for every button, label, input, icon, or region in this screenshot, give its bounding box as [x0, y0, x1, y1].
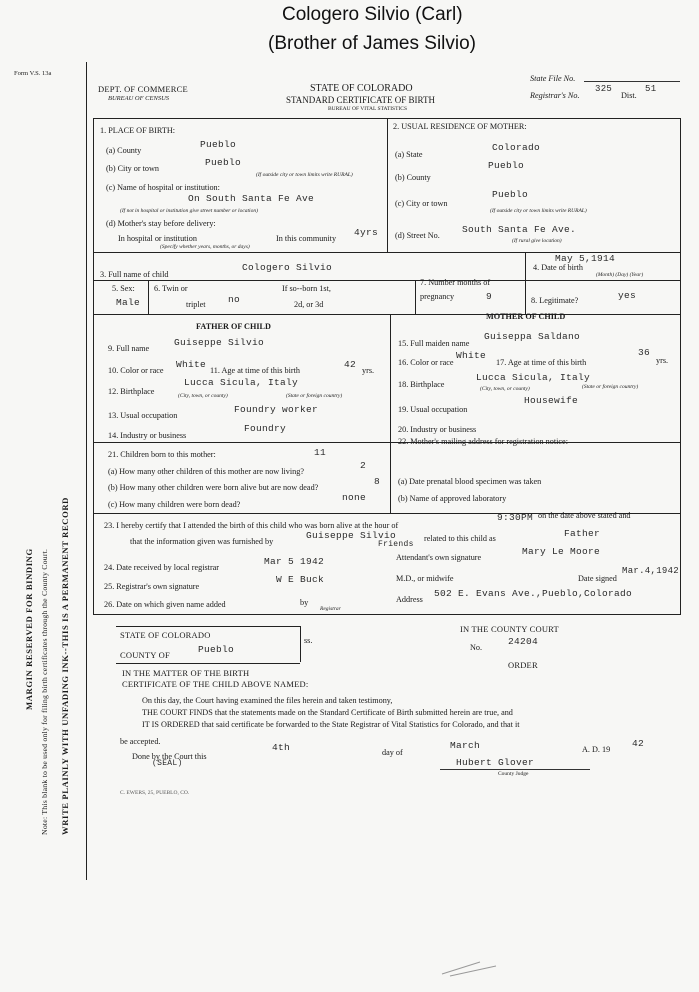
cert-line1b: on the date above stated and — [538, 511, 631, 520]
res-heading: 2. USUAL RESIDENCE OF MOTHER: — [393, 122, 527, 131]
state-file-line — [584, 81, 680, 82]
pob-stay-value: 4yrs — [354, 227, 379, 238]
pob-county-label: (a) County — [106, 146, 142, 155]
mother-age-value: 36 — [638, 347, 651, 358]
vrule-sex — [148, 280, 149, 314]
mother-age-label: 17. Age at time of this birth — [496, 358, 587, 367]
certificate-subtitle: BUREAU OF VITAL STATISTICS — [328, 106, 408, 112]
attendant-label: Attendant's own signature — [396, 553, 482, 562]
child-sex-label: 5. Sex: — [112, 284, 135, 293]
certificate-title: STANDARD CERTIFICATE OF BIRTH — [286, 95, 435, 105]
court-ss: ss. — [304, 636, 313, 645]
court-year-value: 42 — [632, 738, 645, 749]
cert-line2a: that the information given was furnished by — [130, 537, 274, 546]
registrar-no-label: Registrar's No. — [530, 91, 580, 100]
child-dob-label: 4. Date of birth — [533, 263, 584, 272]
prenatal-label: (a) Date prenatal blood specimen was taken — [398, 477, 542, 486]
court-title: IN THE COUNTY COURT — [460, 624, 559, 634]
father-occ-label: 13. Usual occupation — [108, 411, 178, 420]
court-done-label: Done by the Court this — [132, 752, 207, 761]
father-bp-label: 12. Birthplace — [108, 387, 155, 396]
court-judge-line — [440, 769, 590, 770]
court-judge-label: County Judge — [498, 771, 529, 777]
pob-city-label: (b) City or town — [106, 164, 159, 173]
child-dob-value: May 5,1914 — [555, 253, 616, 264]
court-county-value: Pueblo — [198, 644, 235, 655]
attendant-value: Mary Le Moore — [522, 546, 601, 557]
mother-heading: MOTHER OF CHILD — [486, 312, 566, 321]
child-twin-value: no — [228, 294, 241, 305]
child-preg-label: 7. Number months of pregnancy — [420, 278, 491, 301]
bureau-label: BUREAU OF CENSUS — [108, 95, 170, 102]
children-born-label: 21. Children born to this mother: — [108, 450, 216, 459]
pob-hospital-label: (c) Name of hospital or institution: — [106, 183, 220, 192]
mother-race-label: 16. Color or race — [398, 358, 454, 367]
child-preg-value: 9 — [486, 291, 493, 302]
mother-name-label: 15. Full maiden name — [398, 339, 470, 348]
child-twin-order: 2d, or 3d — [294, 300, 324, 309]
father-heading: FATHER OF CHILD — [196, 322, 271, 331]
pob-stay-note: (Specify whether years, months, or days) — [160, 244, 250, 250]
mailing-label: 22. Mother's mailing address for registration notice: — [398, 437, 568, 446]
children-living-value: 2 — [360, 460, 367, 471]
pob-stay-community-label: In this community — [276, 234, 337, 243]
res-county-value: Pueblo — [488, 160, 525, 171]
reg25-value: W E Buck — [276, 574, 325, 585]
vrule-dob — [525, 252, 526, 314]
dist-value: 51 — [645, 84, 657, 94]
court-p3: IT IS ORDERED that said certificate be forwarded to the State Registrar of Vital Statistics for Colorado, and that it — [142, 720, 520, 729]
child-triplet-label: triplet — [186, 300, 206, 309]
children-dead-value: 8 — [374, 476, 381, 487]
court-no-label: No. — [470, 643, 483, 652]
cert-informant: Guiseppe Silvio — [306, 530, 397, 541]
child-twin-born: If so--born 1st, — [282, 284, 331, 293]
vrule-preg — [415, 280, 416, 314]
children-dead-label: (b) How many other children were born alive but are now dead? — [108, 483, 319, 492]
pob-stay-hospital-label: In hospital or institution — [118, 234, 197, 243]
child-twin-label: 6. Twin or — [154, 284, 188, 293]
father-race-label: 10. Color or race — [108, 366, 164, 375]
cert-line2b: related to this child as — [424, 534, 496, 543]
res-state-label: (a) State — [395, 150, 423, 159]
court-judge-signature: Hubert Glover — [456, 757, 535, 768]
court-seal: (SEAL) — [152, 759, 183, 768]
father-ind-value: Foundry — [244, 423, 287, 434]
court-no-value: 24204 — [508, 636, 539, 647]
child-dob-note: (Month) (Day) (Year) — [596, 272, 644, 278]
margin-reserved-text: MARGIN RESERVED FOR BINDING — [24, 548, 34, 710]
court-matter1: IN THE MATTER OF THE BIRTH — [122, 668, 250, 678]
court-matter2: CERTIFICATE OF THE CHILD ABOVE NAMED: — [122, 679, 309, 689]
pob-hospital-value: On South Santa Fe Ave — [188, 193, 315, 204]
reg26-registrar: Registrar — [320, 606, 341, 612]
mother-bp-note2: (State or foreign country) — [582, 384, 639, 390]
cert-friends: Friends — [378, 540, 414, 549]
rule-4 — [93, 442, 680, 443]
res-state-value: Colorado — [492, 142, 541, 153]
mother-name-value: Guiseppa Saldano — [484, 331, 581, 342]
res-city-label: (c) City or town — [395, 199, 448, 208]
rule-3 — [93, 314, 680, 315]
father-occ-value: Foundry worker — [234, 404, 319, 415]
reg24-label: 24. Date received by local registrar — [104, 563, 220, 572]
court-dayof-label: day of — [382, 748, 403, 757]
cert-line1a: 23. I hereby certify that I attended the birth of this child who was born alive at the hour of — [104, 521, 399, 530]
printer-mark: C. EWERS, 25, PUEBLO, CO. — [120, 790, 190, 796]
court-box-right — [300, 626, 301, 662]
pencil-mark — [440, 958, 500, 978]
child-name-label: 3. Full name of child — [100, 270, 169, 279]
annotation-relation: (Brother of James Silvio) — [268, 33, 477, 54]
pob-county-value: Pueblo — [200, 139, 237, 150]
res-street-label: (d) Street No. — [395, 231, 440, 240]
dist-label: Dist. — [621, 91, 637, 100]
court-county-label: COUNTY OF — [120, 650, 170, 660]
date-signed-value: Mar.4,1942 — [622, 566, 680, 576]
court-ad-label: A. D. 19 — [582, 745, 611, 754]
reg26-by: by — [300, 598, 309, 607]
children-stillborn-value: none — [342, 492, 367, 503]
mother-occ-label: 19. Usual occupation — [398, 405, 468, 414]
state-file-label: State File No. — [530, 74, 576, 83]
pob-heading: 1. PLACE OF BIRTH: — [100, 126, 176, 135]
father-name-value: Guiseppe Silvio — [174, 337, 265, 348]
date-signed-label: Date signed — [578, 574, 617, 583]
res-street-value: South Santa Fe Ave. — [462, 224, 577, 235]
mother-occ-value: Housewife — [524, 395, 579, 406]
pob-city-note: (If outside city or town limits write RURAL) — [256, 172, 353, 178]
annotation-name: Cologero Silvio (Carl) — [282, 4, 463, 25]
mother-bp-value: Lucca Sicula, Italy — [476, 372, 591, 383]
pob-stay-label: (d) Mother's stay before delivery: — [106, 219, 216, 228]
father-bp-note2: (State or foreign country) — [286, 393, 343, 399]
father-name-label: 9. Full name — [108, 344, 150, 353]
court-state: STATE OF COLORADO — [120, 630, 211, 640]
margin-line — [86, 62, 87, 880]
pob-city-value: Pueblo — [205, 157, 242, 168]
margin-write-text: WRITE PLAINLY WITH UNFADING INK--THIS IS A PERMANENT RECORD — [60, 497, 70, 835]
court-day-value: 4th — [272, 742, 291, 753]
mother-ind-label: 20. Industry or business — [398, 425, 477, 434]
reg25-label: 25. Registrar's own signature — [104, 582, 200, 591]
pob-hospital-note: (If not in hospital or institution give street number or location) — [120, 208, 258, 214]
registrar-no-value: 325 — [595, 84, 613, 94]
mother-bp-label: 18. Birthplace — [398, 380, 445, 389]
court-p4: be accepted. — [120, 737, 161, 746]
dept-label: DEPT. OF COMMERCE — [98, 84, 188, 94]
laboratory-label: (b) Name of approved laboratory — [398, 494, 507, 503]
form-number: Form V.S. 13a — [14, 70, 52, 77]
address-value: 502 E. Evans Ave.,Pueblo,Colorado — [434, 588, 633, 599]
cert-hour: 9:30PM — [497, 512, 534, 523]
rule-2 — [93, 280, 680, 281]
child-sex-value: Male — [116, 297, 141, 308]
court-p1: On this day, the Court having examined the files herein and taken testimony, — [142, 696, 393, 705]
md-label: M.D., or midwife — [396, 574, 454, 583]
father-age-label: 11. Age at time of this birth — [210, 366, 300, 375]
father-yrs: yrs. — [362, 366, 375, 375]
reg24-value: Mar 5 1942 — [264, 556, 325, 567]
mother-race-value: White — [456, 350, 487, 361]
court-order-heading: ORDER — [508, 660, 538, 670]
child-legit-label: 8. Legitimate? — [531, 296, 579, 305]
vrule-top — [387, 118, 388, 253]
father-race-value: White — [176, 359, 207, 370]
address-label: Address — [396, 595, 423, 604]
reg26-label: 26. Date on which given name added — [104, 600, 226, 609]
father-bp-value: Lucca Sicula, Italy — [184, 377, 299, 388]
father-age-value: 42 — [344, 359, 357, 370]
court-month-value: March — [450, 740, 481, 751]
mother-yrs: yrs. — [656, 356, 669, 365]
res-city-value: Pueblo — [492, 189, 529, 200]
state-header: STATE OF COLORADO — [310, 83, 413, 94]
res-city-note: (If outside city or town limits write RURAL) — [490, 208, 587, 214]
child-legit-value: yes — [618, 290, 637, 301]
father-ind-label: 14. Industry or business — [108, 431, 187, 440]
res-county-label: (b) County — [395, 173, 431, 182]
father-bp-note1: (City, town, or county) — [178, 393, 228, 399]
res-street-note: (If rural give location) — [512, 238, 562, 244]
child-name-value: Cologero Silvio — [242, 262, 333, 273]
children-living-label: (a) How many other children of this mother are now living? — [108, 467, 304, 476]
mother-bp-note1: (City, town, or county) — [480, 386, 530, 392]
vrule-parents — [390, 314, 391, 513]
margin-note-text: Note: This blank to be used only for filing birth certificates through the County Court. — [40, 548, 49, 835]
cert-relation: Father — [564, 528, 601, 539]
children-stillborn-label: (c) How many children were born dead? — [108, 500, 241, 509]
children-born-value: 11 — [314, 447, 327, 458]
court-p2: THE COURT FINDS that the statements made on the Standard Certificate of Birth submitted herein are true, and — [142, 708, 513, 717]
